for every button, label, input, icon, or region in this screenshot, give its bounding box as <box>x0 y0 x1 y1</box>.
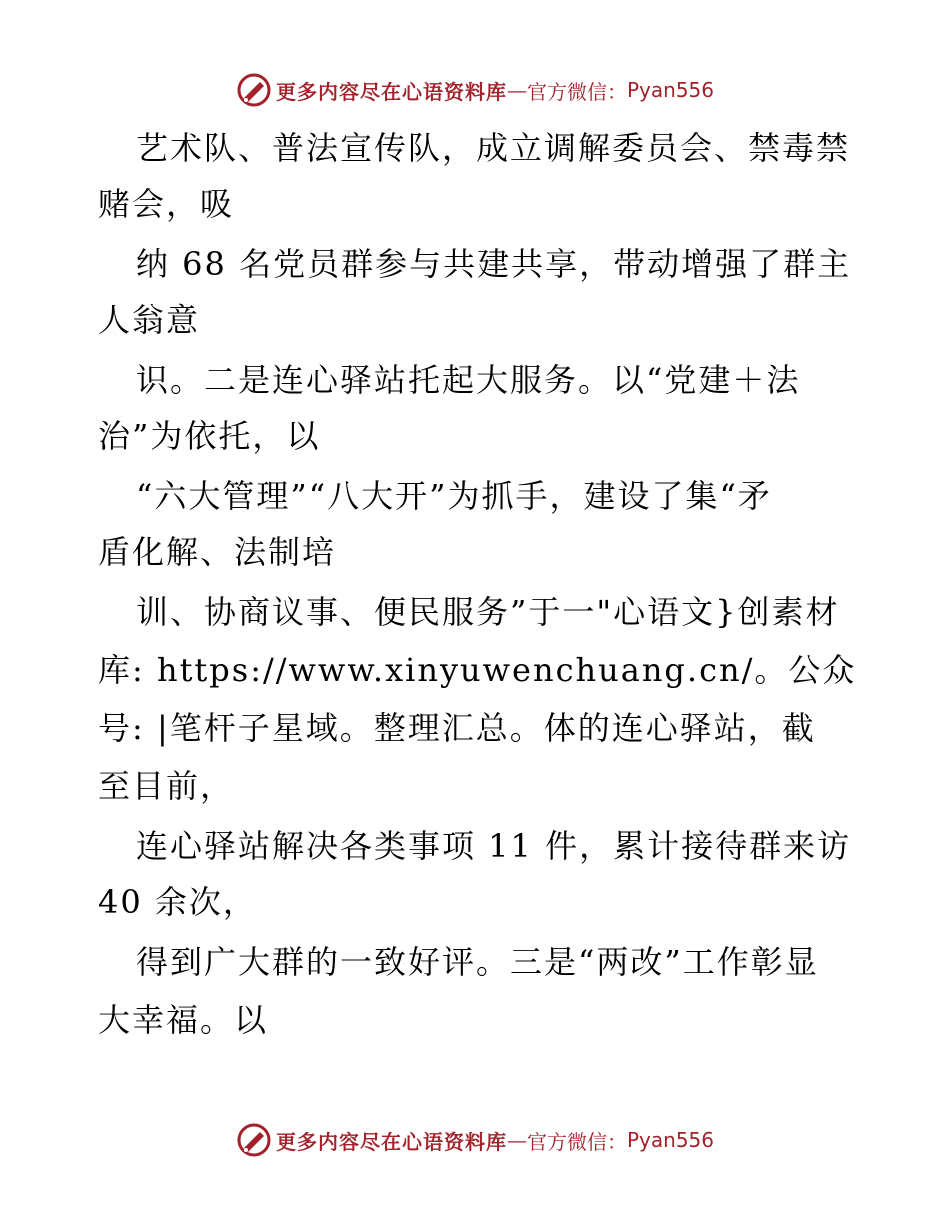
banner-wechat-id: Pyan556 <box>626 78 714 102</box>
footer-banner <box>0 1118 950 1162</box>
body-line: 人翁意 <box>98 301 201 339</box>
body-line: 大幸福。以 <box>98 1001 269 1039</box>
body-line: 号: |笔杆子星域。整理汇总。体的连心驿站，截 <box>98 709 816 747</box>
body-line: 得到广大群的一致好评。三是“两改”工作彰显 <box>136 943 819 981</box>
banner-separator: — <box>506 1128 527 1152</box>
body-line: 治”为依托，以 <box>98 417 321 455</box>
banner-wechat-label: 官方微信： <box>526 1129 627 1154</box>
body-line: 至目前， <box>98 767 235 805</box>
body-line: 训、协商议事、便民服务”于一"心语文}创素材 <box>136 593 840 631</box>
body-line: 赌会，吸 <box>98 185 235 223</box>
body-line: 纳 68 名党员群参与共建共享，带动增强了群主 <box>136 245 852 283</box>
body-line: “六大管理”“八大开”为抓手，建设了集“矛 <box>136 477 772 515</box>
body-line: 盾化解、法制培 <box>98 533 337 571</box>
banner-wechat-label: 官方微信： <box>526 79 627 104</box>
body-line: 艺术队、普法宣传队，成立调解委员会、禁毒禁 <box>136 129 851 167</box>
banner-separator: — <box>506 78 527 102</box>
pen-nib-logo-icon <box>236 1122 272 1158</box>
banner-site-text: 更多内容尽在心语资料库 <box>275 1129 507 1154</box>
banner-site-text: 更多内容尽在心语资料库 <box>275 79 507 104</box>
body-line: 连心驿站解决各类事项 11 件，累计接待群来访 <box>136 827 852 865</box>
pen-nib-logo-icon <box>236 72 272 108</box>
body-line: 40 余次， <box>98 883 257 921</box>
body-line: 识。二是连心驿站托起大服务。以“党建＋法 <box>136 361 801 399</box>
banner-wechat-id: Pyan556 <box>626 1128 714 1152</box>
header-banner <box>0 68 950 112</box>
body-line: 库: https://www.xinyuwenchuang.cn/。公众 <box>98 651 857 689</box>
